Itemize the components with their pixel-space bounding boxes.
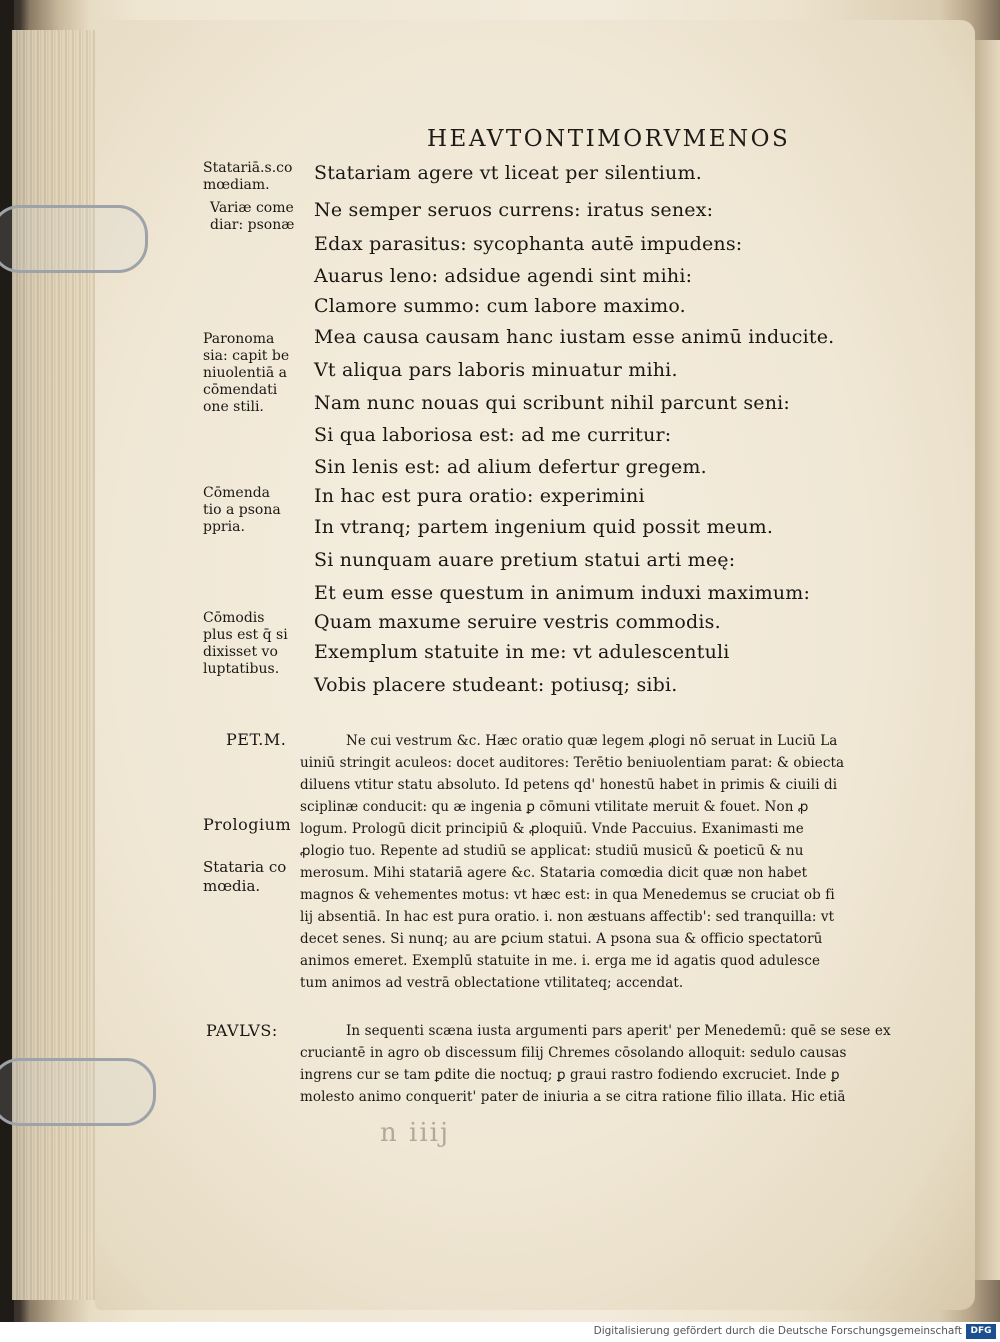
paper-clip-bottom xyxy=(0,1058,156,1126)
paper-clip-top xyxy=(0,205,148,273)
verse-line: Nam nunc nouas qui scribunt nihil parcunt seni: xyxy=(314,392,791,414)
verse-line: Mea causa causam hanc iustam esse animū inducite. xyxy=(314,326,835,348)
commentary-line: diluens vtitur statu absoluto. Id petens qd' honestū habet in primis & ciuili di xyxy=(300,777,838,793)
verse-line: Auarus leno: adsidue agendi sint mihi: xyxy=(314,265,693,287)
commentary-line: merosum. Mihi statariā agere &c. Stataria comœdia dicit quæ non habet xyxy=(300,865,808,881)
commentary-label-petm: PET.M. xyxy=(226,730,287,749)
verse-line: Si nunquam auare pretium statui arti meę: xyxy=(314,549,736,571)
verse-line: Et eum esse questum in animum induxi maximum: xyxy=(314,582,811,604)
verse-line: Exemplum statuite in me: vt adulescentuli xyxy=(314,641,730,663)
verse-line: Sin lenis est: ad alium defertur gregem. xyxy=(314,456,707,478)
commentary-line: decet senes. Si nunq; au are ꝑcium statui. A psona sua & officio spectatorū xyxy=(300,931,823,947)
dfg-logo: DFG xyxy=(966,1324,996,1339)
commentary-line: uiniū stringit aculeos: docet auditores: Terētio beniuolentiam parat: & obiecta xyxy=(300,755,845,771)
verse-line: Si qua laboriosa est: ad me curritur: xyxy=(314,424,672,446)
commentary-line: logum. Prologū dicit principiū & ꝓloquiū. Vnde Paccuius. Exanimasti me xyxy=(300,821,804,837)
verse-line: Vobis placere studeant: potiusq; sibi. xyxy=(314,674,678,696)
commentary-label-paulus: PAVLVS: xyxy=(206,1021,278,1040)
commentary-line: In sequenti scæna iusta argumenti pars aperit' per Menedemū: quē se sese ex xyxy=(346,1023,891,1039)
verse-line: In hac est pura oratio: experimini xyxy=(314,485,645,507)
verse-line: Edax parasitus: sycophanta autē impudens: xyxy=(314,233,743,255)
marginal-note: Statariā.s.co mœdiam. xyxy=(203,160,293,193)
commentary-line: molesto animo conquerit' pater de iniuria a se citra ratione filio illata. Hic etiā xyxy=(300,1089,846,1105)
marginal-note: Variæ come diar: psonæ xyxy=(210,200,295,233)
right-page-edge xyxy=(972,40,1000,1280)
marginal-note: Paronoma sia: capit be niuolentiā a cōmendati one stili. xyxy=(203,331,290,415)
verse-line: Statariam agere vt liceat per silentium. xyxy=(314,162,702,184)
verse-line: Quam maxume seruire vestris commodis. xyxy=(314,611,721,633)
verse-line: Ne semper seruos currens: iratus senex: xyxy=(314,199,714,221)
commentary-line: animos emeret. Exemplū statuite in me. i. erga me id agatis quod adulesce xyxy=(300,953,821,969)
verse-line: In vtranq; partem ingenium quid possit meum. xyxy=(314,516,774,538)
running-title: HEAVTONTIMORVMENOS xyxy=(427,126,791,152)
commentary-line: sciplinæ conducit: qu æ ingenia ꝑ cōmuni vtilitate meruit & fouet. Non ꝓ xyxy=(300,799,809,815)
commentary-line: lij absentiā. In hac est pura oratio. i. non æstuans affectib': sed tranquilla: vt xyxy=(300,909,835,925)
footer-bar xyxy=(0,1322,1000,1342)
commentary-line: ꝓlogio tuo. Repente ad studiū se applicat: studiū musicū & poeticū & nu xyxy=(300,843,804,859)
commentary-label-stataria: Stataria co mœdia. xyxy=(203,858,287,895)
marginal-note: Cōmodis plus est q̄ si dixisset vo luptatibus. xyxy=(203,610,288,677)
marginal-note: Cōmenda tio a psona ppria. xyxy=(203,485,281,535)
verse-line: Clamore summo: cum labore maximo. xyxy=(314,295,686,317)
commentary-line: tum animos ad vestrā oblectatione vtilitateq; accendat. xyxy=(300,975,684,991)
commentary-line: magnos & vehementes motus: vt hæc est: in qua Menedemus se cruciat ob fi xyxy=(300,887,835,903)
commentary-line: cruciantē in agro ob discessum filij Chremes cōsolando alloquit: sedulo causas xyxy=(300,1045,847,1061)
commentary-line: Ne cui vestrum &c. Hæc oratio quæ legem ꝓlogi nō seruat in Luciū La xyxy=(346,733,838,749)
commentary-label-prologium: Prologium xyxy=(203,815,292,834)
signature-mark: n iiij xyxy=(380,1118,451,1148)
funding-credit: Digitalisierung gefördert durch die Deutsche Forschungsgemeinschaft xyxy=(593,1325,962,1337)
verse-line: Vt aliqua pars laboris minuatur mihi. xyxy=(314,359,678,381)
commentary-line: ingrens cur se tam ꝑdite die noctuq; ꝑ graui rastro fodiendo excruciet. Inde ꝑ xyxy=(300,1067,840,1083)
